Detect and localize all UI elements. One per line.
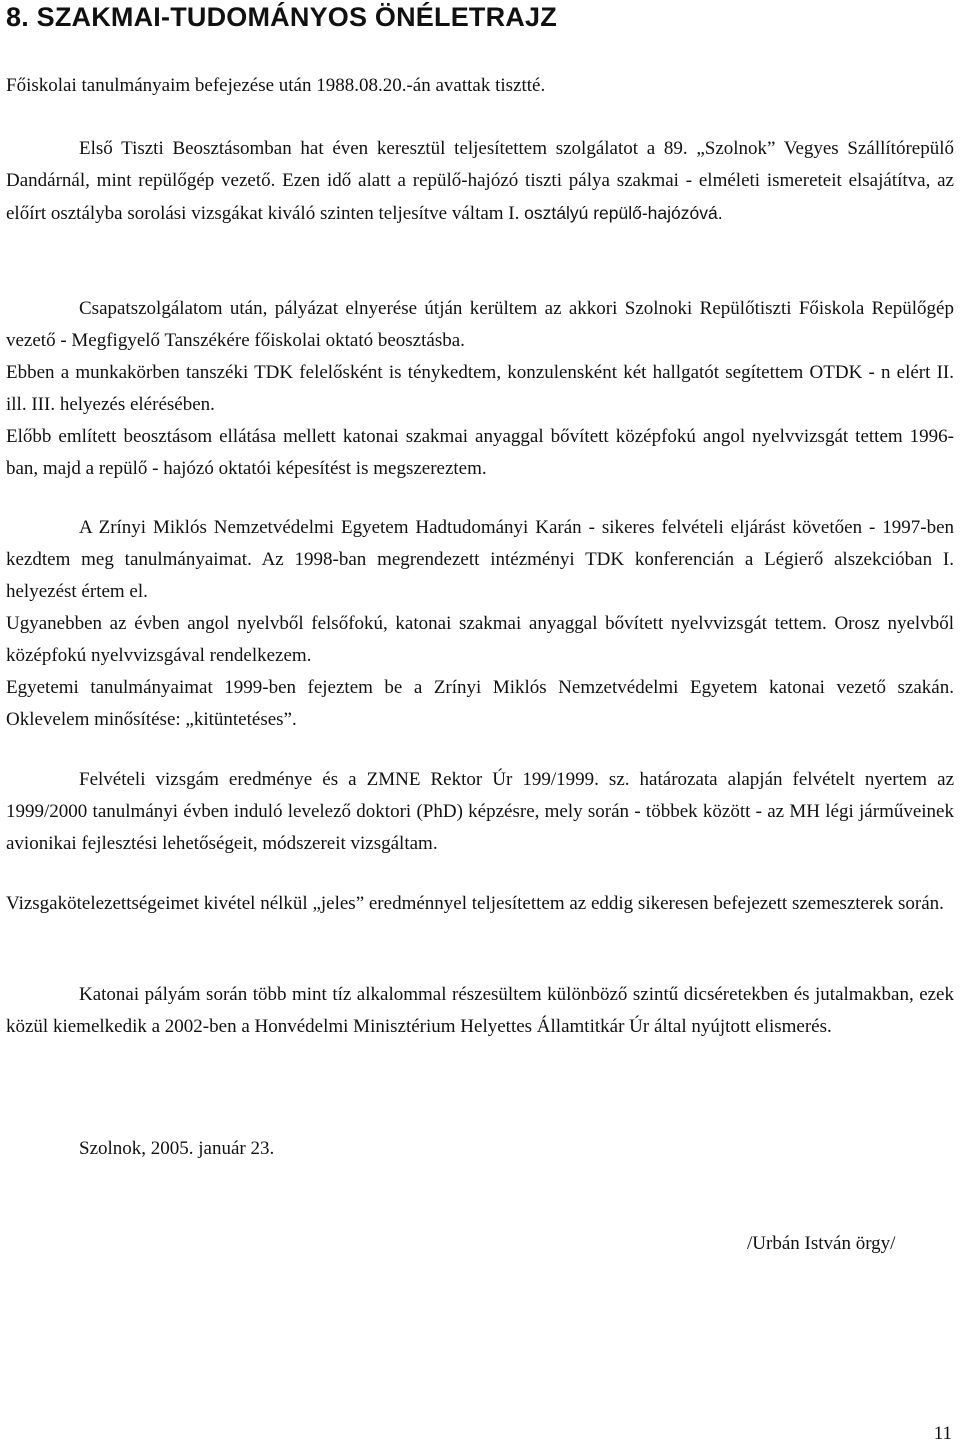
- place-date: Szolnok, 2005. január 23.: [79, 1138, 275, 1159]
- paragraph-language-exam: Előbb említett beosztásom ellátása mellett katonai szakmai anyaggal bővített középfokú angol nyelvvizsgát tettem 1996-ban, majd a repülő - hajózó oktatói képesítést is megszereztem.: [6, 426, 954, 479]
- paragraph-phd: Felvételi vizsgám eredménye és a ZMNE Rektor Úr 199/1999. sz. határozata alapján felvételt nyertem az 1999/2000 tanulmányi évben induló levelező doktori (PhD) képzésre, mely során - többek között - az MH légi járműveinek avionikai fejlesztési lehetőségeit, módszereit vizsgáltam.: [6, 769, 954, 854]
- paragraph-graduation: Főiskolai tanulmányaim befejezése után 1988.08.20.-án avattak tisztté.: [6, 75, 546, 96]
- paragraph-exams: Vizsgakötelezettségeimet kivétel nélkül „jeles” eredménnyel teljesítettem az eddig sikeresen befejezett szemeszterek során.: [6, 893, 944, 914]
- page-number: 11: [933, 1423, 952, 1444]
- paragraph-awards: Katonai pályám során több mint tíz alkalommal részesültem különböző szintű dicséretekben és jutalmakban, ezek közül kiemelkedik a 2002-ben a Honvédelmi Minisztérium Helyettes Államtitkár Úr által nyújtott elismerés.: [6, 984, 954, 1037]
- paragraph-first-assignment-sans-text: osztályú repülő-hajózóvá.: [524, 203, 723, 223]
- paragraph-university: A Zrínyi Miklós Nemzetvédelmi Egyetem Hadtudományi Karán - sikeres felvételi eljárást követően - 1997-ben kezdtem meg tanulmányaimat. Az 1998-ban megrendezett intézményi TDK konferencián a Légierő alszekcióban I. helyezést értem el.: [6, 517, 954, 602]
- paragraph-college-post: Csapatszolgálatom után, pályázat elnyerése útján kerültem az akkori Szolnoki Repülőtiszti Főiskola Repülőgép vezető - Megfigyelő Tanszékére főiskolai oktató beosztásba.: [6, 298, 954, 351]
- paragraph-tdk: Ebben a munkakörben tanszéki TDK felelősként is ténykedtem, konzulensként két hallgatót segítettem OTDK - n elért II. ill. III. helyezés elérésében.: [6, 362, 954, 415]
- paragraph-graduation-university: Egyetemi tanulmányaimat 1999-ben fejeztem be a Zrínyi Miklós Nemzetvédelmi Egyetem katonai vezető szakán. Oklevelem minősítése: „kitüntetéses”.: [6, 677, 954, 730]
- signature: /Urbán István örgy/: [747, 1233, 896, 1254]
- paragraph-english-exam: Ugyanebben az évben angol nyelvből felsőfokú, katonai szakmai anyaggal bővített nyelvvizsgát tettem. Orosz nyelvből középfokú nyelvvizsgával rendelkezem.: [6, 613, 954, 666]
- paragraph-first-assignment-text: Első Tiszti Beosztásomban hat éven keresztül teljesítettem szolgálatot a 89. „Szolnok” Vegyes Szállítórepülő Dandárnál, mint repülőgép vezető. Ezen idő alatt a repülő-hajózó tiszti pálya szakmai - elméleti ismereteit elsajátítva, az előírt osztályba sorolási vizsgákat kiváló szinten teljesítve váltam I.: [6, 138, 954, 224]
- paragraph-first-assignment: [6, 133, 954, 230]
- section-heading: 8. SZAKMAI-TUDOMÁNYOS ÖNÉLETRAJZ: [6, 2, 557, 32]
